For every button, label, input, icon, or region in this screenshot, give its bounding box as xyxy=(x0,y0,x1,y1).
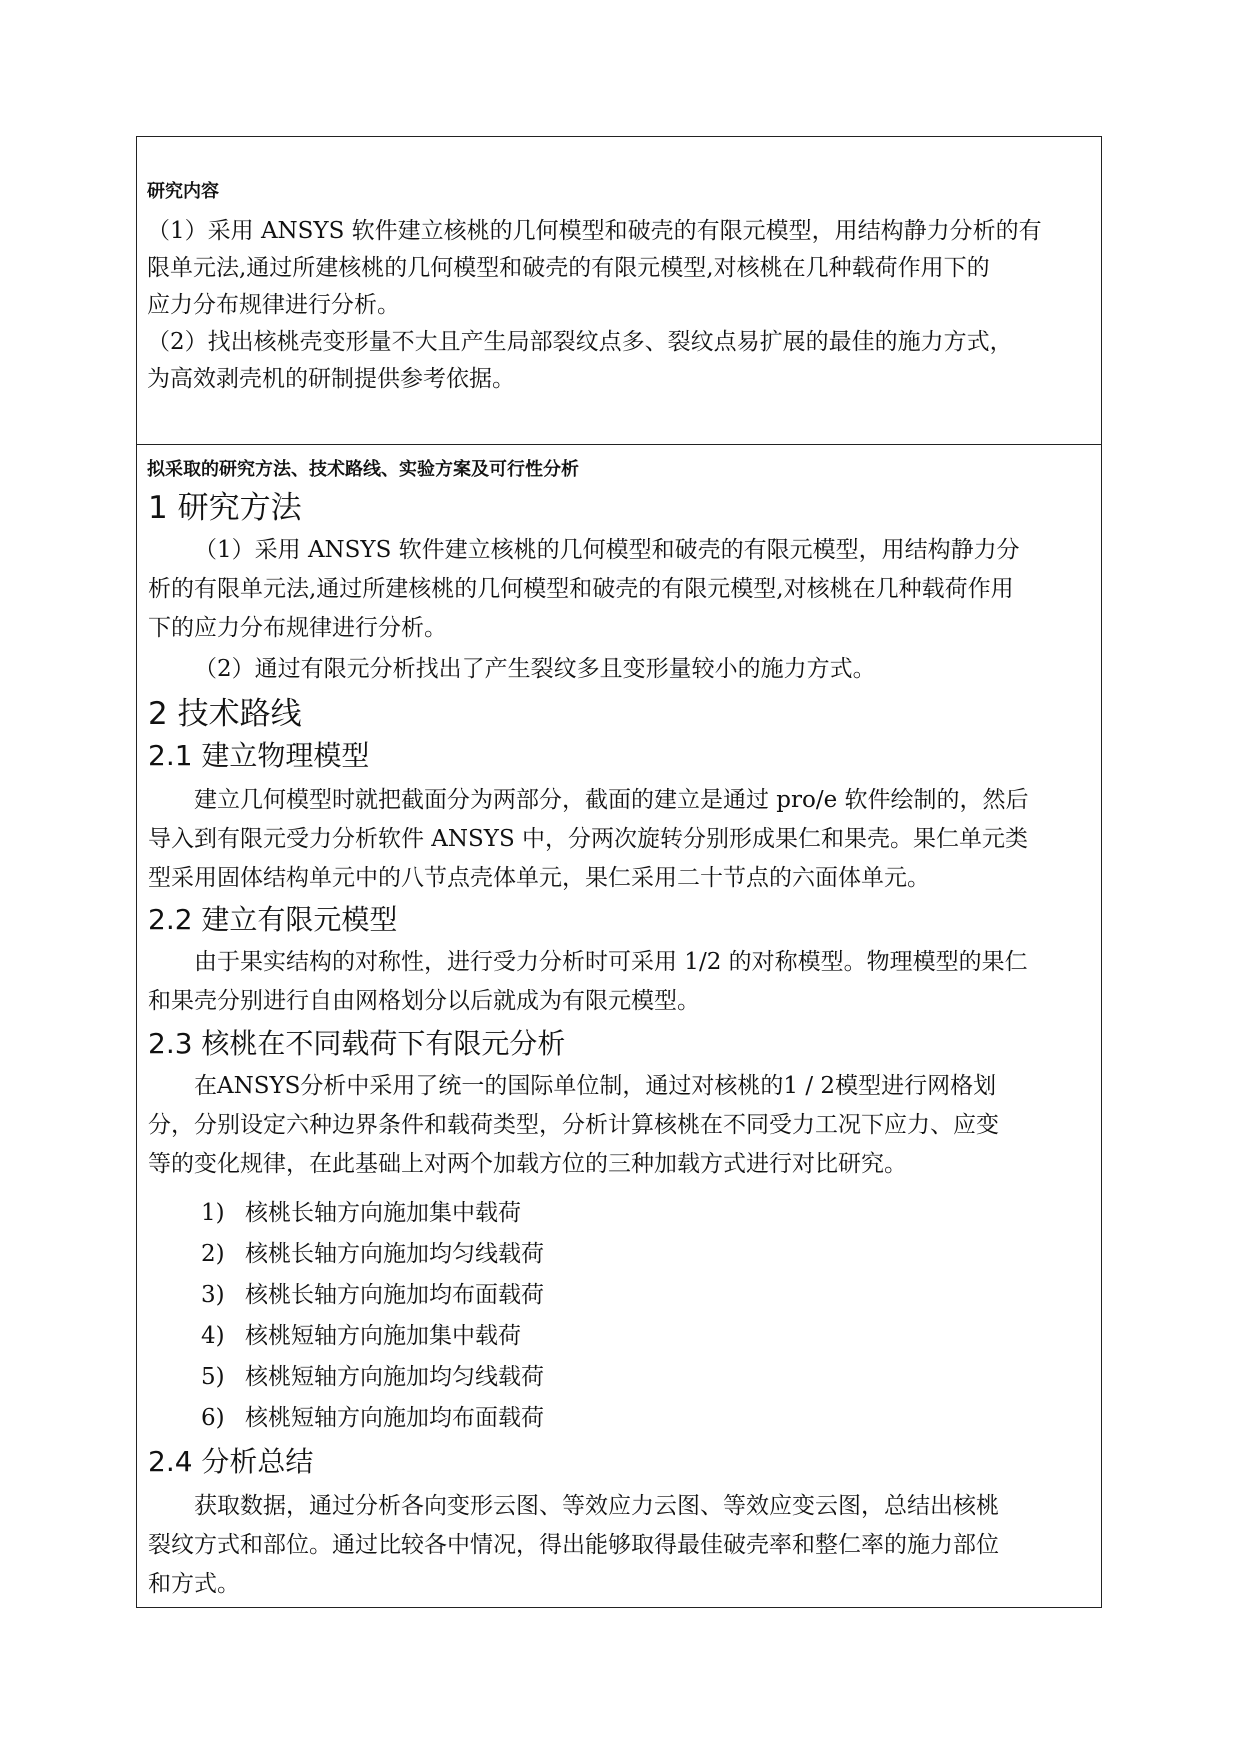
text-line: 裂纹方式和部位。通过比较各中情况，得出能够取得最佳破壳率和整仁率的施力部位 xyxy=(148,1532,999,1558)
text-line: （1）采用 ANSYS 软件建立核桃的几何模型和破壳的有限元模型，用结构静力分 xyxy=(194,537,1020,563)
list-number: 2) xyxy=(201,1241,225,1267)
paragraph-2-1 xyxy=(148,781,1094,898)
text-line: 限单元法,通过所建核桃的几何模型和破壳的有限元模型,对核桃在几种载荷作用下的 xyxy=(147,255,990,281)
text-line: 在ANSYS分析中采用了统一的国际单位制，通过对核桃的1 / 2模型进行网格划 xyxy=(194,1073,997,1099)
list-text: 核桃短轴方向施加均匀线载荷 xyxy=(245,1364,544,1390)
method-plan-cell xyxy=(137,445,1101,1607)
heading-2-3: 2.3 核桃在不同载荷下有限元分析 xyxy=(148,1027,566,1060)
text-line: 导入到有限元受力分析软件 ANSYS 中，分两次旋转分别形成果仁和果壳。果仁单元类 xyxy=(148,826,1029,852)
text-line: 型采用固体结构单元中的八节点壳体单元，果仁采用二十节点的六面体单元。 xyxy=(148,865,930,891)
text-line: 分，分别设定六种边界条件和载荷类型，分析计算核桃在不同受力工况下应力、应变 xyxy=(148,1112,999,1138)
method-plan-label: 拟采取的研究方法、技术路线、实验方案及可行性分析 xyxy=(147,459,579,480)
text-line: 建立几何模型时就把截面分为两部分，截面的建立是通过 pro/e 软件绘制的，然后 xyxy=(194,787,1029,813)
heading-2-2: 2.2 建立有限元模型 xyxy=(148,903,398,936)
list-item xyxy=(201,1398,544,1438)
list-number: 6) xyxy=(201,1405,225,1431)
text-line: 由于果实结构的对称性，进行受力分析时可采用 1/2 的对称模型。物理模型的果仁 xyxy=(194,949,1028,975)
list-text: 核桃长轴方向施加均匀线载荷 xyxy=(245,1241,544,1267)
text-line: 获取数据，通过分析各向变形云图、等效应力云图、等效应变云图，总结出核桃 xyxy=(194,1493,999,1519)
list-text: 核桃长轴方向施加集中载荷 xyxy=(245,1200,521,1226)
text-line: （2）找出核桃壳变形量不大且产生局部裂纹点多、裂纹点易扩展的最佳的施力方式， xyxy=(147,329,1013,355)
text-line: 和方式。 xyxy=(148,1571,240,1597)
research-content-cell xyxy=(137,137,1101,445)
list-item xyxy=(201,1234,544,1274)
list-item xyxy=(201,1316,521,1356)
list-number: 4) xyxy=(201,1323,225,1349)
heading-research-methods: 1 研究方法 xyxy=(148,490,302,526)
heading-technical-route: 2 技术路线 xyxy=(148,696,302,732)
proposal-table xyxy=(136,136,1102,1608)
list-number: 3) xyxy=(201,1282,225,1308)
list-item xyxy=(201,1357,544,1397)
heading-2-4: 2.4 分析总结 xyxy=(148,1445,314,1478)
list-number: 5) xyxy=(201,1364,225,1390)
list-number: 1) xyxy=(201,1200,225,1226)
methods-paragraph xyxy=(148,531,1094,689)
research-content-text xyxy=(147,213,1093,398)
list-text: 核桃长轴方向施加均布面载荷 xyxy=(245,1282,544,1308)
list-item xyxy=(201,1193,521,1233)
list-text: 核桃短轴方向施加集中载荷 xyxy=(245,1323,521,1349)
paragraph-2-2 xyxy=(148,943,1094,1021)
heading-2-1: 2.1 建立物理模型 xyxy=(148,739,370,772)
list-text: 核桃短轴方向施加均布面载荷 xyxy=(245,1405,544,1431)
research-content-label: 研究内容 xyxy=(147,181,219,202)
text-line: 等的变化规律，在此基础上对两个加载方位的三种加载方式进行对比研究。 xyxy=(148,1151,907,1177)
text-line: 析的有限单元法,通过所建核桃的几何模型和破壳的有限元模型,对核桃在几种载荷作用 xyxy=(148,576,1014,602)
text-line: 和果壳分别进行自由网格划分以后就成为有限元模型。 xyxy=(148,988,700,1014)
text-line: 为高效剥壳机的研制提供参考依据。 xyxy=(147,366,515,392)
text-line: （1）采用 ANSYS 软件建立核桃的几何模型和破壳的有限元模型，用结构静力分析的有 xyxy=(147,218,1042,244)
list-item xyxy=(201,1275,544,1315)
text-line: 应力分布规律进行分析。 xyxy=(147,292,400,318)
paragraph-2-3 xyxy=(148,1067,1094,1184)
text-line: （2）通过有限元分析找出了产生裂纹多且变形量较小的施力方式。 xyxy=(194,656,876,682)
text-line: 下的应力分布规律进行分析。 xyxy=(148,615,447,641)
paragraph-2-4 xyxy=(148,1487,1094,1604)
